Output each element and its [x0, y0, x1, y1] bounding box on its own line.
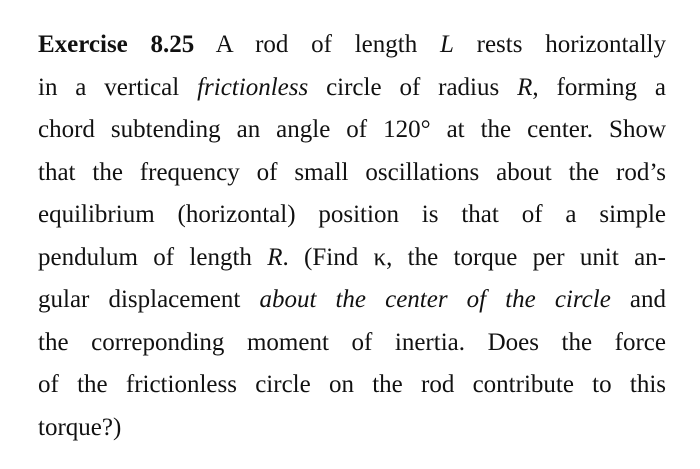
exercise-line-1 [38, 24, 666, 67]
exercise-line-8 [38, 322, 666, 365]
exercise-heading [38, 31, 194, 58]
emphasis-frictionless: frictionless [197, 73, 309, 101]
line-2-text-c: , forming a [532, 73, 666, 101]
line-9-text: of the frictionless circle on the rod contribute to this [38, 371, 666, 398]
exercise-number: 8.25 [150, 31, 195, 58]
exercise-line-3 [38, 109, 666, 152]
exercise-label: Exercise [38, 31, 128, 58]
exercise-line-7 [38, 279, 666, 322]
line-6-text-b: . (Find κ, the torque per unit an- [282, 243, 666, 271]
line-10-text: torque?) [38, 413, 122, 441]
exercise-line-4 [38, 152, 666, 195]
line-7-text-b: and [610, 286, 667, 313]
line-2-text-a: in a vertical [38, 73, 198, 101]
exercise-line-9 [38, 364, 666, 407]
line-2-text-b: circle of radius [308, 73, 518, 101]
exercise-block [38, 24, 666, 449]
line-3-text: chord subtending an angle of 120° at the center. Show [38, 116, 666, 143]
emphasis-about-center: about the center of the circle [259, 286, 611, 313]
variable-R: R [517, 73, 533, 101]
variable-L: L [439, 31, 454, 58]
line-1-text-a: A rod of length [194, 31, 440, 58]
line-7-text-a: gular displacement [38, 286, 260, 313]
line-1-text-b: rests horizontally [453, 31, 666, 58]
exercise-line-10 [38, 407, 666, 450]
exercise-line-5 [38, 194, 666, 237]
line-6-text-a: pendulum of length [38, 243, 268, 271]
variable-R: R [267, 243, 283, 271]
line-5-text: equilibrium (horizontal) position is that of a simple [38, 201, 666, 228]
exercise-line-2 [38, 67, 666, 110]
line-8-text: the correponding moment of inertia. Does the force [38, 328, 666, 356]
exercise-line-6 [38, 237, 666, 280]
line-4-text: that the frequency of small oscillations about the rod’s [38, 158, 666, 186]
